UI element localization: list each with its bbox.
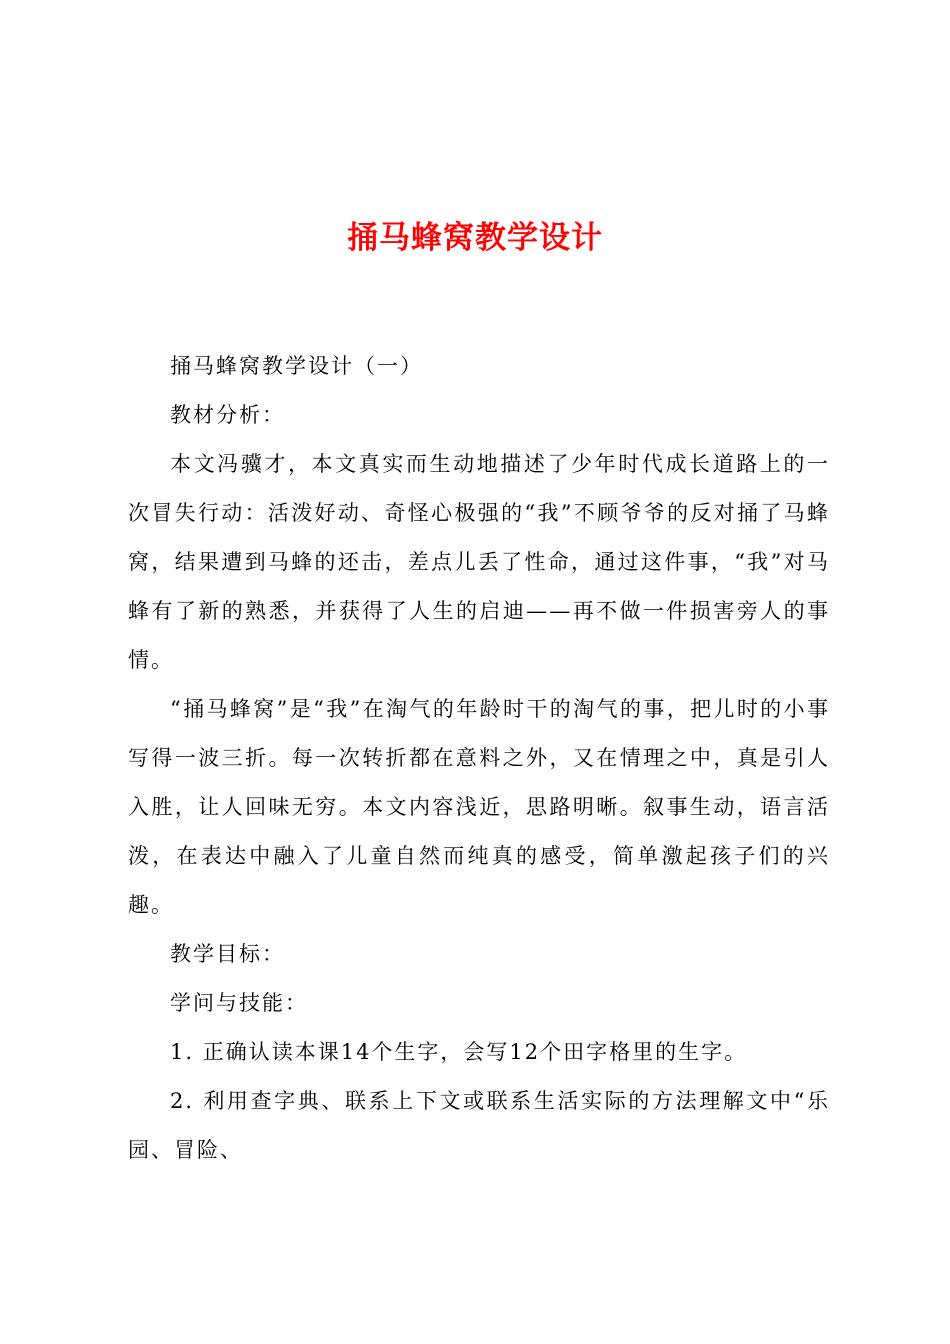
document-title: 捅马蜂窝教学设计 xyxy=(347,220,603,256)
list-item: 2. 利用查字典、联系上下文或联系生活实际的方法理解文中“乐园、冒险、 xyxy=(128,1089,830,1162)
subheading-textbook-analysis: 教材分析： xyxy=(170,403,285,427)
document-body xyxy=(128,342,830,1175)
body-paragraph: “捅马蜂窝”是“我”在淘气的年龄时干的淘气的事，把儿时的小事写得一波三折。每一次转折都在意料之外，又在情理之中，真是引人入胜，让人回味无穷。本文内容浅近，思路明晰。叙事生动，语言活泼，在表达中融入了儿童自然而纯真的感受，简单激起孩子们的兴趣。 xyxy=(128,697,830,917)
list-item: 1. 正确认读本课14个生字，会写12个田字格里的生字。 xyxy=(170,1040,748,1064)
section-heading: 捅马蜂窝教学设计（一） xyxy=(170,354,423,378)
subheading-knowledge-skills: 学问与技能： xyxy=(170,991,308,1015)
subheading-teaching-goals: 教学目标： xyxy=(170,942,285,966)
body-paragraph: 本文冯骥才，本文真实而生动地描述了少年时代成长道路上的一次冒失行动：活泼好动、奇怪心极强的“我”不顾爷爷的反对捅了马蜂窝，结果遭到马蜂的还击，差点儿丢了性命，通过这件事，“我”对马蜂有了新的熟悉，并获得了人生的启迪——再不做一件损害旁人的事情。 xyxy=(128,452,830,672)
